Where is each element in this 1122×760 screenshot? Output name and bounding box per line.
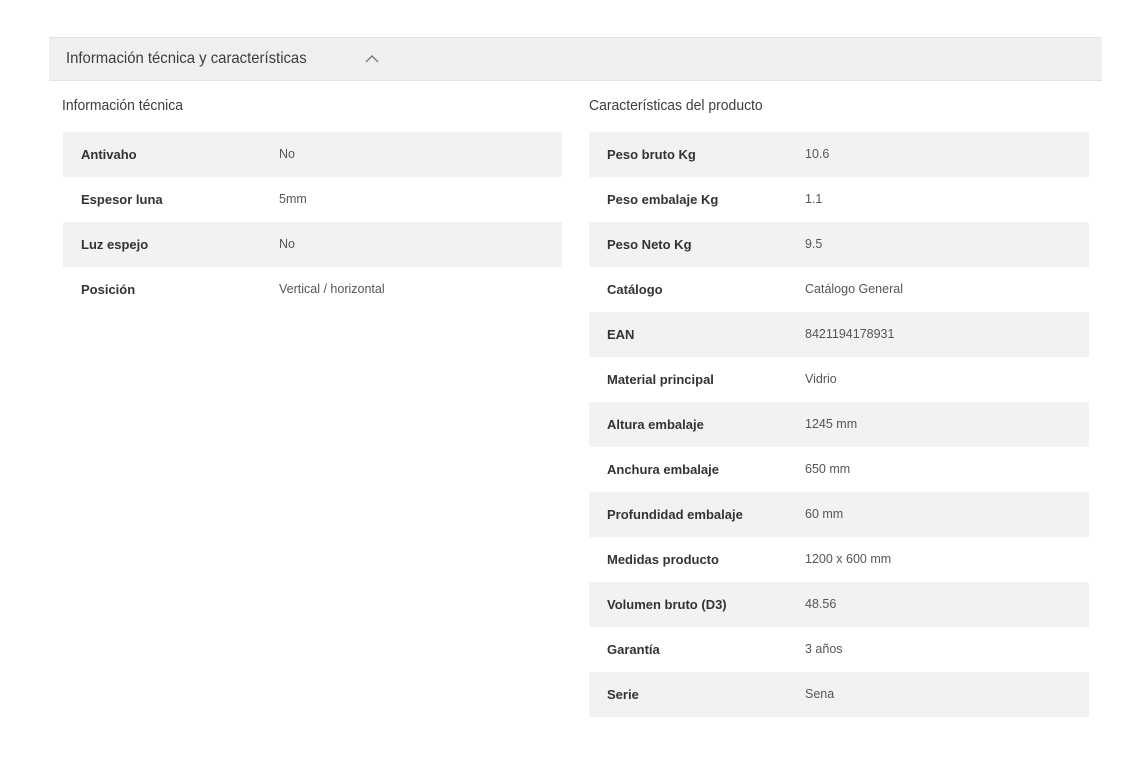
table-row (63, 222, 562, 267)
row-label: Luz espejo (81, 237, 149, 252)
chevron-up-icon[interactable] (364, 51, 380, 67)
row-value: No (279, 237, 295, 251)
table-row (589, 537, 1089, 582)
product-features-heading: Características del producto (589, 97, 763, 114)
table-row (589, 447, 1089, 492)
row-value: Catálogo General (805, 282, 903, 296)
row-value: 60 mm (805, 507, 844, 521)
table-row (589, 402, 1089, 447)
accordion-header-technical-info[interactable] (49, 37, 1102, 81)
row-label: Antivaho (81, 147, 137, 162)
row-label: Catálogo (607, 282, 663, 297)
row-value: Vidrio (805, 372, 837, 386)
table-row (589, 582, 1089, 627)
table-row (63, 267, 562, 312)
row-value: 1.1 (805, 192, 823, 206)
row-value: 10.6 (805, 147, 830, 161)
row-label: Peso bruto Kg (607, 147, 696, 162)
row-value: 8421194178931 (805, 327, 895, 341)
row-value: 9.5 (805, 237, 823, 251)
table-row (589, 627, 1089, 672)
row-label: Profundidad embalaje (607, 507, 743, 522)
row-value: No (279, 147, 295, 161)
row-label: Medidas producto (607, 552, 719, 567)
row-label: Peso Neto Kg (607, 237, 692, 252)
row-label: Serie (607, 687, 639, 702)
table-row (589, 267, 1089, 312)
row-value: 1200 x 600 mm (805, 552, 892, 566)
table-row (589, 132, 1089, 177)
technical-info-table (63, 132, 562, 312)
table-row (589, 672, 1089, 717)
row-label: Volumen bruto (D3) (607, 597, 727, 612)
technical-info-heading: Información técnica (62, 97, 183, 114)
table-row (589, 177, 1089, 222)
row-label: Peso embalaje Kg (607, 192, 719, 207)
row-value: 1245 mm (805, 417, 858, 431)
table-row (63, 132, 562, 177)
row-label: Garantía (607, 642, 660, 657)
product-features-table (589, 132, 1089, 717)
row-label: Posición (81, 282, 136, 297)
row-value: Sena (805, 687, 835, 701)
table-row (589, 492, 1089, 537)
table-row (589, 357, 1089, 402)
table-row (589, 222, 1089, 267)
accordion-title: Información técnica y características (66, 50, 307, 67)
row-label: Material principal (607, 372, 714, 387)
row-value: 3 años (805, 642, 843, 656)
row-value: 48.56 (805, 597, 837, 611)
row-label: Altura embalaje (607, 417, 704, 432)
table-row (589, 312, 1089, 357)
row-label: Anchura embalaje (607, 462, 719, 477)
row-value: Vertical / horizontal (279, 282, 385, 296)
row-value: 650 mm (805, 462, 851, 476)
row-label: EAN (607, 327, 635, 342)
row-label: Espesor luna (81, 192, 163, 207)
table-row (63, 177, 562, 222)
row-value: 5mm (279, 192, 307, 206)
